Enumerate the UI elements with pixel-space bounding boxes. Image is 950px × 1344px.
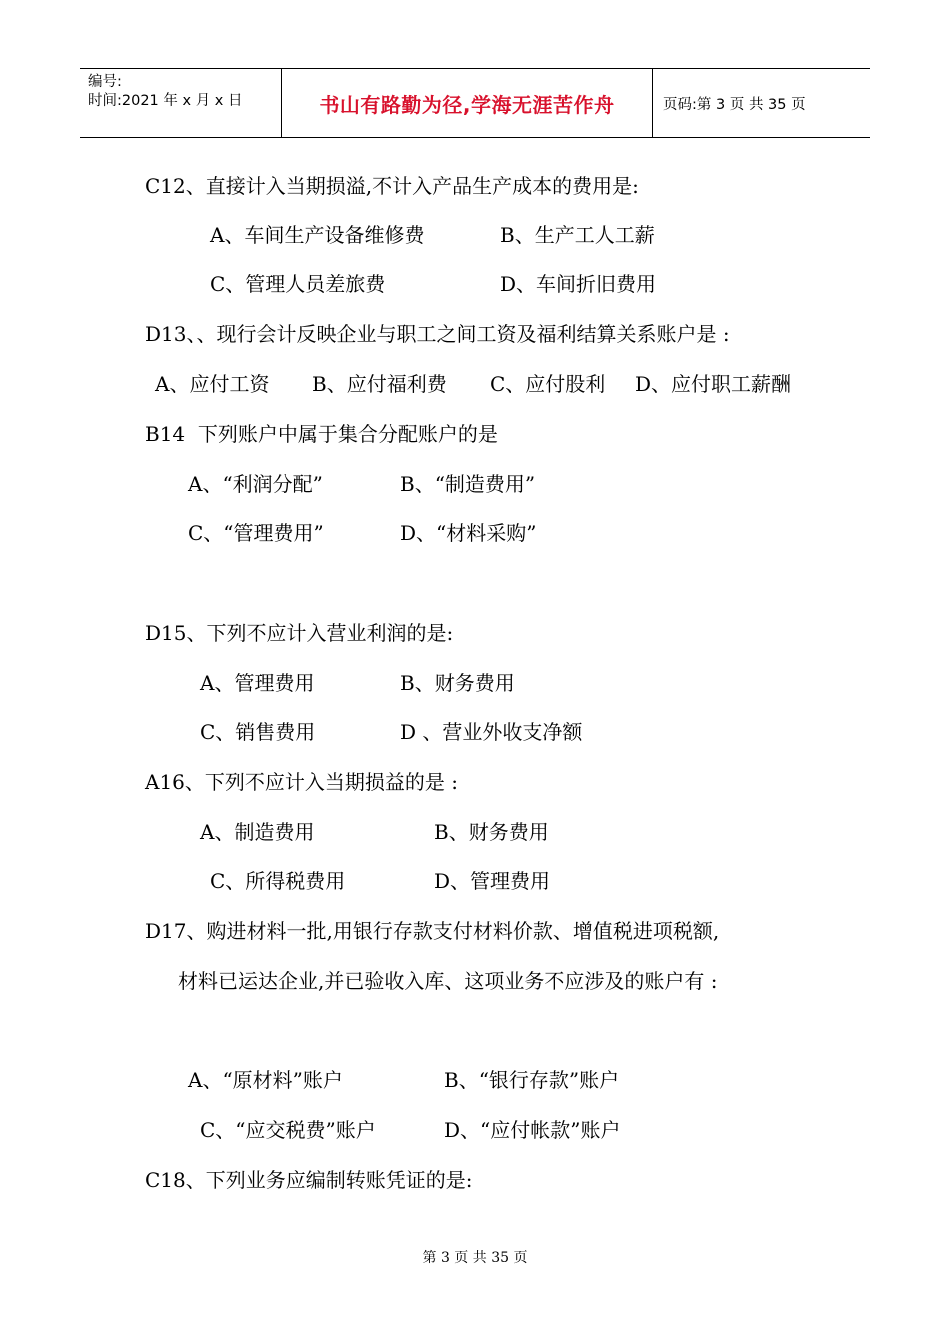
- question-17-option-d: D、“应付帐款”账户: [444, 1118, 621, 1142]
- question-17-option-b: B、“银行存款”账户: [444, 1068, 620, 1092]
- question-16-option-d: D、管理费用: [434, 869, 551, 893]
- question-14-stem: B14 下列账户中属于集合分配账户的是: [145, 422, 498, 446]
- question-12-option-d: D、车间折旧费用: [500, 272, 657, 296]
- question-14-option-b: B、“制造费用”: [400, 472, 536, 496]
- question-14-option-a: A、“利润分配”: [188, 472, 323, 496]
- document-date: 时间:2021 年 x 月 x 日: [88, 93, 243, 109]
- document-number-label: 编号:: [88, 74, 122, 90]
- question-17-stem-line2: 材料已运达企业,并已验收入库、这项业务不应涉及的账户有 :: [178, 969, 718, 993]
- question-14-option-c: C、“管理费用”: [188, 521, 324, 545]
- question-12-option-c: C、管理人员差旅费: [210, 272, 386, 296]
- header-motto: 书山有路勤为径,学海无涯苦作舟: [282, 69, 653, 137]
- question-15-option-d: D 、营业外收支净额: [400, 720, 583, 744]
- question-12-stem: C12、直接计入当期损溢,不计入产品生产成本的费用是:: [145, 174, 639, 198]
- question-15-option-b: B、财务费用: [400, 671, 515, 695]
- header-meta: [80, 69, 282, 137]
- question-12-option-b: B、生产工人工薪: [500, 223, 655, 247]
- page-footer: 第 3 页 共 35 页: [422, 1250, 528, 1266]
- question-15-stem: D15、下列不应计入营业利润的是:: [145, 621, 454, 645]
- question-15-option-c: C、销售费用: [200, 720, 316, 744]
- question-16-option-a: A、制造费用: [200, 820, 315, 844]
- question-17-option-c: C、“应交税费”账户: [200, 1118, 376, 1142]
- question-12-option-a: A、车间生产设备维修费: [210, 223, 425, 247]
- question-13-option-d: D、应付职工薪酬: [635, 372, 792, 396]
- header-page-info: 页码:第 3 页 共 35 页: [663, 96, 806, 113]
- question-13-stem: D13、、现行会计反映企业与职工之间工资及福利结算关系账户是 :: [145, 322, 730, 346]
- question-16-stem: A16、下列不应计入当期损益的是 :: [145, 770, 458, 794]
- question-13-option-c: C、应付股利: [490, 372, 606, 396]
- question-17-option-a: A、“原材料”账户: [188, 1068, 343, 1092]
- question-13-option-a: A、应付工资: [155, 372, 270, 396]
- page-header: [80, 68, 870, 138]
- question-13-option-b: B、应付福利费: [312, 372, 447, 396]
- question-16-option-c: C、所得税费用: [210, 869, 346, 893]
- question-14-option-d: D、“材料采购”: [400, 521, 537, 545]
- question-17-stem-line1: D17、购进材料一批,用银行存款支付材料价款、增值税进项税额,: [145, 919, 720, 943]
- question-18-stem: C18、下列业务应编制转账凭证的是:: [145, 1168, 473, 1192]
- question-15-option-a: A、管理费用: [200, 671, 315, 695]
- question-16-option-b: B、财务费用: [434, 820, 549, 844]
